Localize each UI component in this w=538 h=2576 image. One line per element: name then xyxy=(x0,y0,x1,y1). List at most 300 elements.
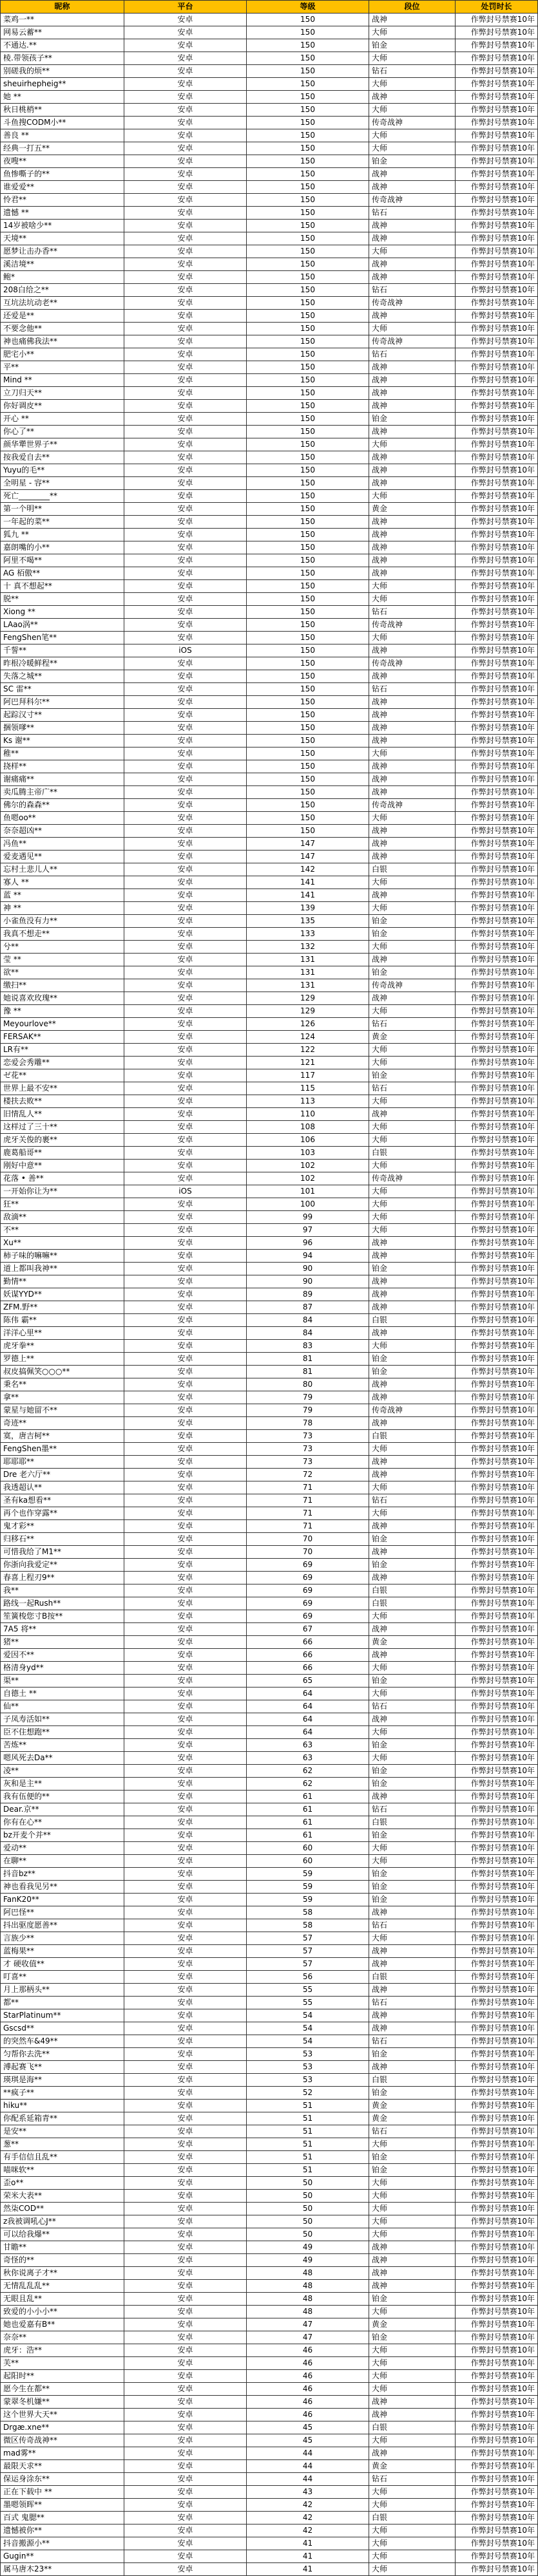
cell-rank: 钻石 xyxy=(369,1018,456,1031)
table-row xyxy=(1,1803,538,1816)
cell-nickname: 我** xyxy=(1,1584,124,1597)
cell-platform: 安卓 xyxy=(124,129,247,142)
cell-rank: 战神 xyxy=(369,310,456,323)
cell-nickname: 刚好中意** xyxy=(1,1160,124,1172)
cell-level: 150 xyxy=(247,181,369,194)
cell-rank: 战神 xyxy=(369,464,456,477)
cell-rank: 大师 xyxy=(369,490,456,503)
cell-penalty: 作弊封号禁赛10年 xyxy=(456,2035,538,2048)
cell-penalty: 作弊封号禁赛10年 xyxy=(456,258,538,271)
cell-platform: iOS xyxy=(124,644,247,657)
cell-nickname: 天境** xyxy=(1,232,124,245)
cell-rank: 战神 xyxy=(369,722,456,735)
cell-nickname: 最限天求** xyxy=(1,2460,124,2473)
table-row xyxy=(1,400,538,413)
cell-penalty: 作弊封号禁赛10年 xyxy=(456,91,538,104)
cell-rank: 大师 xyxy=(369,1752,456,1765)
table-row xyxy=(1,773,538,786)
cell-penalty: 作弊封号禁赛10年 xyxy=(456,26,538,39)
cell-platform: 安卓 xyxy=(124,400,247,413)
cell-penalty: 作弊封号禁赛10年 xyxy=(456,2061,538,2074)
cell-penalty: 作弊封号禁赛10年 xyxy=(456,464,538,477)
table-row xyxy=(1,1610,538,1623)
table-row xyxy=(1,26,538,39)
cell-level: 150 xyxy=(247,78,369,91)
cell-rank: 大师 xyxy=(369,2550,456,2563)
cell-platform: 安卓 xyxy=(124,541,247,554)
cell-rank: 战神 xyxy=(369,1623,456,1636)
cell-penalty: 作弊封号禁赛10年 xyxy=(456,915,538,928)
cell-level: 150 xyxy=(247,104,369,117)
cell-rank: 大师 xyxy=(369,632,456,644)
cell-nickname: FengShen笔** xyxy=(1,632,124,644)
cell-platform: 安卓 xyxy=(124,1971,247,1984)
cell-rank: 钻石 xyxy=(369,1700,456,1713)
cell-platform: 安卓 xyxy=(124,2512,247,2524)
table-row xyxy=(1,1881,538,1894)
cell-level: 150 xyxy=(247,606,369,619)
cell-nickname: 谁爱爱** xyxy=(1,181,124,194)
cell-penalty: 作弊封号禁赛10年 xyxy=(456,65,538,78)
cell-nickname: 言族少** xyxy=(1,1932,124,1945)
cell-platform: 安卓 xyxy=(124,348,247,361)
cell-rank: 大师 xyxy=(369,812,456,825)
cell-platform: 安卓 xyxy=(124,1443,247,1456)
cell-rank: 战神 xyxy=(369,2061,456,2074)
cell-platform: 安卓 xyxy=(124,2138,247,2151)
cell-penalty: 作弊封号禁赛10年 xyxy=(456,78,538,91)
cell-level: 52 xyxy=(247,2087,369,2100)
cell-rank: 大师 xyxy=(369,245,456,258)
cell-penalty: 作弊封号禁赛10年 xyxy=(456,1675,538,1688)
table-row xyxy=(1,1791,538,1803)
cell-rank: 黄金 xyxy=(369,1031,456,1044)
table-row xyxy=(1,1224,538,1237)
cell-rank: 传奇战神 xyxy=(369,335,456,348)
cell-penalty: 作弊封号禁赛10年 xyxy=(456,1275,538,1288)
table-row xyxy=(1,915,538,928)
cell-nickname: 寞，唐吉柯** xyxy=(1,1430,124,1443)
cell-level: 54 xyxy=(247,2035,369,2048)
cell-level: 42 xyxy=(247,2524,369,2537)
cell-penalty: 作弊封号禁赛10年 xyxy=(456,1597,538,1610)
cell-penalty: 作弊封号禁赛10年 xyxy=(456,516,538,529)
cell-nickname: hiku** xyxy=(1,2100,124,2112)
cell-platform: 安卓 xyxy=(124,1198,247,1211)
cell-platform: 安卓 xyxy=(124,168,247,181)
cell-platform: 安卓 xyxy=(124,438,247,451)
cell-level: 150 xyxy=(247,232,369,245)
cell-platform: 安卓 xyxy=(124,1263,247,1275)
cell-rank: 战神 xyxy=(369,1417,456,1430)
cell-level: 150 xyxy=(247,155,369,168)
cell-nickname: bz开麦个并** xyxy=(1,1829,124,1842)
cell-platform: 安卓 xyxy=(124,2177,247,2190)
table-row xyxy=(1,1662,538,1675)
cell-rank: 大师 xyxy=(369,1121,456,1134)
cell-level: 58 xyxy=(247,1906,369,1919)
cell-nickname: 谢痛痛** xyxy=(1,773,124,786)
cell-level: 59 xyxy=(247,1894,369,1906)
cell-level: 150 xyxy=(247,374,369,387)
cell-nickname: 妖谋YYD** xyxy=(1,1288,124,1301)
cell-rank: 大师 xyxy=(369,2357,456,2370)
cell-nickname: 匀帮你去洗** xyxy=(1,2048,124,2061)
cell-penalty: 作弊封号禁赛10年 xyxy=(456,310,538,323)
cell-nickname: sheuirhepheig** xyxy=(1,78,124,91)
table-row xyxy=(1,297,538,310)
cell-platform: 安卓 xyxy=(124,1623,247,1636)
cell-nickname: 一开始你让为** xyxy=(1,1185,124,1198)
cell-nickname: StarPlatinum** xyxy=(1,2009,124,2022)
cell-nickname: 神也痛佛我法** xyxy=(1,335,124,348)
table-row xyxy=(1,516,538,529)
table-row xyxy=(1,1984,538,1997)
table-row xyxy=(1,91,538,104)
cell-nickname: 渠** xyxy=(1,1675,124,1688)
cell-level: 99 xyxy=(247,1211,369,1224)
cell-nickname: 耶耶耶** xyxy=(1,1456,124,1469)
cell-penalty: 作弊封号禁赛10年 xyxy=(456,2550,538,2563)
cell-rank: 白银 xyxy=(369,2512,456,2524)
cell-penalty: 作弊封号禁赛10年 xyxy=(456,1546,538,1559)
cell-rank: 大师 xyxy=(369,2203,456,2215)
table-row xyxy=(1,1572,538,1584)
cell-platform: 安卓 xyxy=(124,2434,247,2447)
table-row xyxy=(1,2190,538,2203)
table-row xyxy=(1,2383,538,2396)
cell-platform: 安卓 xyxy=(124,413,247,426)
cell-rank: 传奇战神 xyxy=(369,194,456,207)
cell-platform: 安卓 xyxy=(124,915,247,928)
table-row xyxy=(1,1366,538,1378)
cell-nickname: 春喜上程刃9** xyxy=(1,1572,124,1584)
table-body xyxy=(1,14,538,2576)
cell-rank: 战神 xyxy=(369,2254,456,2267)
cell-platform: 安卓 xyxy=(124,490,247,503)
cell-platform: 安卓 xyxy=(124,323,247,335)
cell-platform: 安卓 xyxy=(124,966,247,979)
cell-platform: 安卓 xyxy=(124,1932,247,1945)
table-row xyxy=(1,1095,538,1108)
cell-level: 132 xyxy=(247,941,369,954)
table-row xyxy=(1,271,538,284)
table-row xyxy=(1,1211,538,1224)
cell-level: 150 xyxy=(247,477,369,490)
cell-nickname: Gugin** xyxy=(1,2550,124,2563)
cell-level: 106 xyxy=(247,1134,369,1147)
table-row xyxy=(1,863,538,876)
cell-rank: 钻石 xyxy=(369,683,456,696)
cell-platform: 安卓 xyxy=(124,889,247,902)
cell-nickname: 的突然车&49** xyxy=(1,2035,124,2048)
cell-rank: 钻石 xyxy=(369,284,456,297)
cell-platform: 安卓 xyxy=(124,2383,247,2396)
cell-platform: 安卓 xyxy=(124,2370,247,2383)
cell-nickname: **疯子** xyxy=(1,2087,124,2100)
cell-rank: 战神 xyxy=(369,851,456,863)
cell-penalty: 作弊封号禁赛10年 xyxy=(456,2215,538,2228)
table-row xyxy=(1,644,538,657)
table-row xyxy=(1,1597,538,1610)
cell-rank: 白银 xyxy=(369,2074,456,2087)
cell-level: 150 xyxy=(247,825,369,838)
table-row xyxy=(1,1494,538,1507)
cell-penalty: 作弊封号禁赛10年 xyxy=(456,786,538,799)
table-row xyxy=(1,168,538,181)
cell-rank: 战神 xyxy=(369,2022,456,2035)
cell-penalty: 作弊封号禁赛10年 xyxy=(456,2396,538,2409)
cell-penalty: 作弊封号禁赛10年 xyxy=(456,1198,538,1211)
cell-nickname: 虎牙：浩** xyxy=(1,2344,124,2357)
table-row xyxy=(1,786,538,799)
table-row xyxy=(1,1700,538,1713)
cell-penalty: 作弊封号禁赛10年 xyxy=(456,1559,538,1572)
table-row xyxy=(1,2409,538,2421)
cell-level: 79 xyxy=(247,1404,369,1417)
cell-penalty: 作弊封号禁赛10年 xyxy=(456,747,538,760)
cell-platform: 安卓 xyxy=(124,2331,247,2344)
cell-platform: 安卓 xyxy=(124,1894,247,1906)
table-row xyxy=(1,1018,538,1031)
cell-level: 51 xyxy=(247,2151,369,2164)
table-row xyxy=(1,1275,538,1288)
cell-rank: 传奇战神 xyxy=(369,657,456,670)
cell-level: 70 xyxy=(247,1533,369,1546)
table-row xyxy=(1,1842,538,1855)
table-row xyxy=(1,1082,538,1095)
cell-rank: 战神 xyxy=(369,374,456,387)
cell-rank: 战神 xyxy=(369,696,456,709)
cell-level: 44 xyxy=(247,2447,369,2460)
cell-penalty: 作弊封号禁赛10年 xyxy=(456,271,538,284)
table-row xyxy=(1,2331,538,2344)
table-row xyxy=(1,2563,538,2576)
cell-nickname: 蒙翠冬机嫌** xyxy=(1,2396,124,2409)
cell-penalty: 作弊封号禁赛10年 xyxy=(456,2151,538,2164)
table-row xyxy=(1,2215,538,2228)
cell-level: 122 xyxy=(247,1044,369,1057)
cell-platform: 安卓 xyxy=(124,1366,247,1378)
header-level: 等级 xyxy=(247,1,369,14)
cell-nickname: 她也爱嘉有B** xyxy=(1,2318,124,2331)
cell-level: 55 xyxy=(247,1997,369,2009)
table-row xyxy=(1,2267,538,2280)
cell-level: 46 xyxy=(247,2409,369,2421)
cell-platform: 安卓 xyxy=(124,503,247,516)
cell-level: 150 xyxy=(247,464,369,477)
cell-rank: 大师 xyxy=(369,26,456,39)
cell-platform: 安卓 xyxy=(124,838,247,851)
cell-rank: 钻石 xyxy=(369,606,456,619)
cell-nickname: 抖音bz** xyxy=(1,1868,124,1881)
cell-level: 47 xyxy=(247,2331,369,2344)
table-row xyxy=(1,657,538,670)
cell-rank: 战神 xyxy=(369,529,456,541)
cell-nickname: 愿今生在都** xyxy=(1,2383,124,2396)
cell-level: 124 xyxy=(247,1031,369,1044)
table-row xyxy=(1,1121,538,1134)
cell-nickname: 可惜我给了M1** xyxy=(1,1546,124,1559)
cell-rank: 战神 xyxy=(369,168,456,181)
cell-platform: 安卓 xyxy=(124,117,247,129)
cell-penalty: 作弊封号禁赛10年 xyxy=(456,104,538,117)
cell-rank: 铂金 xyxy=(369,2048,456,2061)
cell-nickname: Dear.京** xyxy=(1,1803,124,1816)
cell-rank: 钻石 xyxy=(369,1919,456,1932)
cell-nickname: Gscsd** xyxy=(1,2022,124,2035)
cell-rank: 传奇战神 xyxy=(369,799,456,812)
cell-penalty: 作弊封号禁赛10年 xyxy=(456,2048,538,2061)
cell-level: 113 xyxy=(247,1095,369,1108)
cell-nickname: 经典一打五** xyxy=(1,142,124,155)
table-row xyxy=(1,1250,538,1263)
cell-nickname: SC 雷** xyxy=(1,683,124,696)
table-row xyxy=(1,825,538,838)
cell-platform: 安卓 xyxy=(124,1237,247,1250)
cell-level: 150 xyxy=(247,503,369,516)
cell-level: 46 xyxy=(247,2357,369,2370)
table-row xyxy=(1,155,538,168)
cell-nickname: 臣不住想跑** xyxy=(1,1726,124,1739)
cell-penalty: 作弊封号禁赛10年 xyxy=(456,1855,538,1868)
cell-penalty: 作弊封号禁赛10年 xyxy=(456,2125,538,2138)
cell-rank: 战神 xyxy=(369,1275,456,1288)
cell-penalty: 作弊封号禁赛10年 xyxy=(456,1984,538,1997)
table-row xyxy=(1,438,538,451)
table-row xyxy=(1,2035,538,2048)
cell-level: 51 xyxy=(247,2125,369,2138)
table-row xyxy=(1,722,538,735)
cell-platform: 安卓 xyxy=(124,1018,247,1031)
cell-nickname: 豫 ** xyxy=(1,1005,124,1018)
cell-platform: 安卓 xyxy=(124,735,247,747)
cell-rank: 大师 xyxy=(369,438,456,451)
cell-nickname: mad雾** xyxy=(1,2447,124,2460)
table-row xyxy=(1,1546,538,1559)
cell-platform: 安卓 xyxy=(124,1494,247,1507)
cell-level: 150 xyxy=(247,747,369,760)
cell-nickname: 鹿葛船哥** xyxy=(1,1147,124,1160)
cell-level: 41 xyxy=(247,2537,369,2550)
cell-penalty: 作弊封号禁赛10年 xyxy=(456,2344,538,2357)
cell-level: 131 xyxy=(247,954,369,966)
cell-platform: 安卓 xyxy=(124,1739,247,1752)
cell-penalty: 作弊封号禁赛10年 xyxy=(456,1636,538,1649)
cell-penalty: 作弊封号禁赛10年 xyxy=(456,2138,538,2151)
cell-level: 150 xyxy=(247,683,369,696)
table-row xyxy=(1,1533,538,1546)
cell-penalty: 作弊封号禁赛10年 xyxy=(456,477,538,490)
cell-nickname: 是安** xyxy=(1,2125,124,2138)
cell-level: 46 xyxy=(247,2344,369,2357)
cell-level: 65 xyxy=(247,1675,369,1688)
cell-level: 102 xyxy=(247,1160,369,1172)
cell-nickname: 互坑法坑动老** xyxy=(1,297,124,310)
cell-penalty: 作弊封号禁赛10年 xyxy=(456,1700,538,1713)
cell-rank: 钻石 xyxy=(369,207,456,220)
cell-nickname: 挠样** xyxy=(1,760,124,773)
cell-level: 64 xyxy=(247,1688,369,1700)
table-row xyxy=(1,1868,538,1881)
cell-nickname: 14岁被啥少** xyxy=(1,220,124,232)
cell-nickname: 寡人 ** xyxy=(1,876,124,889)
cell-level: 61 xyxy=(247,1791,369,1803)
cell-level: 150 xyxy=(247,65,369,78)
cell-platform: 安卓 xyxy=(124,1829,247,1842)
cell-platform: 安卓 xyxy=(124,632,247,644)
cell-platform: 安卓 xyxy=(124,1559,247,1572)
cell-nickname: 保运身涂东** xyxy=(1,2473,124,2486)
table-row xyxy=(1,1958,538,1971)
cell-platform: 安卓 xyxy=(124,2151,247,2164)
cell-level: 50 xyxy=(247,2177,369,2190)
cell-rank: 战神 xyxy=(369,554,456,567)
cell-rank: 战神 xyxy=(369,1713,456,1726)
cell-rank: 钻石 xyxy=(369,65,456,78)
cell-penalty: 作弊封号禁赛10年 xyxy=(456,2370,538,2383)
cell-platform: 安卓 xyxy=(124,1108,247,1121)
cell-rank: 战神 xyxy=(369,1237,456,1250)
table-row xyxy=(1,451,538,464)
cell-rank: 铂金 xyxy=(369,1868,456,1881)
cell-penalty: 作弊封号禁赛10年 xyxy=(456,928,538,941)
cell-level: 51 xyxy=(247,2138,369,2151)
cell-nickname: 月上那柄头** xyxy=(1,1984,124,1997)
cell-level: 96 xyxy=(247,1237,369,1250)
cell-nickname: 小雀鱼没有力** xyxy=(1,915,124,928)
cell-platform: 安卓 xyxy=(124,26,247,39)
cell-level: 41 xyxy=(247,2563,369,2576)
cell-nickname: 芙** xyxy=(1,2357,124,2370)
cell-penalty: 作弊封号禁赛10年 xyxy=(456,2074,538,2087)
table-row xyxy=(1,1391,538,1404)
cell-rank: 大师 xyxy=(369,104,456,117)
cell-platform: 安卓 xyxy=(124,1469,247,1481)
cell-penalty: 作弊封号禁赛10年 xyxy=(456,773,538,786)
cell-platform: 安卓 xyxy=(124,2087,247,2100)
table-row xyxy=(1,1997,538,2009)
cell-platform: 安卓 xyxy=(124,619,247,632)
cell-penalty: 作弊封号禁赛10年 xyxy=(456,799,538,812)
cell-level: 60 xyxy=(247,1842,369,1855)
cell-level: 102 xyxy=(247,1172,369,1185)
cell-nickname: 甘瞻** xyxy=(1,2241,124,2254)
cell-platform: 安卓 xyxy=(124,1404,247,1417)
table-row xyxy=(1,979,538,992)
table-row xyxy=(1,1417,538,1430)
cell-level: 62 xyxy=(247,1778,369,1791)
cell-level: 66 xyxy=(247,1649,369,1662)
cell-penalty: 作弊封号禁赛10年 xyxy=(456,2241,538,2254)
cell-nickname: 你浙向我爱定** xyxy=(1,1559,124,1572)
cell-platform: 安卓 xyxy=(124,207,247,220)
table-row xyxy=(1,735,538,747)
cell-nickname: 墨嗯领晖** xyxy=(1,2499,124,2512)
cell-level: 150 xyxy=(247,812,369,825)
cell-level: 44 xyxy=(247,2460,369,2473)
cell-rank: 铂金 xyxy=(369,1778,456,1791)
cell-platform: 安卓 xyxy=(124,1649,247,1662)
cell-nickname: Mind ** xyxy=(1,374,124,387)
cell-level: 53 xyxy=(247,2074,369,2087)
header-penalty: 处罚时长 xyxy=(456,1,538,14)
table-row xyxy=(1,2022,538,2035)
cell-level: 147 xyxy=(247,838,369,851)
cell-level: 150 xyxy=(247,348,369,361)
cell-nickname: Drgæ.xne** xyxy=(1,2421,124,2434)
cell-rank: 战神 xyxy=(369,220,456,232)
